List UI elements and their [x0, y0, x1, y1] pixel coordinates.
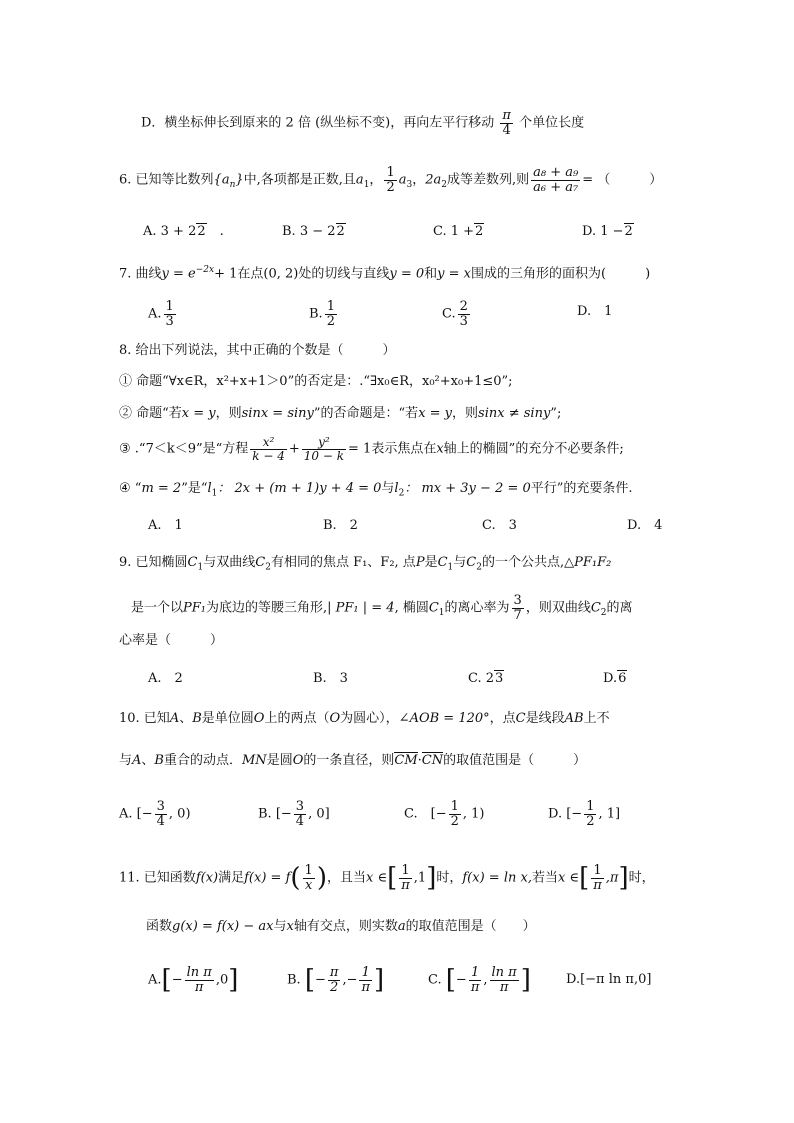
vector-cm: CM	[394, 753, 418, 768]
q6-option-c[interactable]: C. 1 +2	[433, 224, 484, 239]
q11-option-a[interactable]: A.[− $\frac{\text{ln π}}{\pi}$ ,0]	[148, 965, 239, 996]
q10-option-a[interactable]: A. [− $\frac{3}{4}$ , 0)	[119, 799, 191, 829]
question-8-options	[0, 516, 794, 540]
question-9-line-3: 心率是（ ）	[119, 633, 224, 648]
question-6-options	[0, 222, 794, 246]
q6-option-a[interactable]: A. 3 + 22 .	[143, 224, 224, 239]
q6-option-d[interactable]: D. 1 −2	[582, 224, 633, 239]
q10-option-d[interactable]: D. [− $\frac{1}{2}$ , 1]	[548, 799, 621, 829]
q6-half: $\frac{1}{2}$	[386, 165, 395, 195]
question-7-stem: 7. 曲线$y = e^{-2x}+ 1$在点(0, 2)处的切线与直线y = 0和y = x围成的三角形的面积为( )	[119, 265, 651, 282]
sqrt-sign: 2	[197, 224, 206, 239]
q6-ratio: $\frac{\text{a₈ + a₉}}{\text{a₆ + a₇}}$	[533, 165, 579, 195]
question-9-options	[0, 669, 794, 693]
q11-option-b[interactable]: B. [− $\frac{\pi}{2}$ ,− $\frac{1}{\pi}$ ]	[287, 965, 385, 996]
q5-option-d	[141, 109, 584, 137]
q9-option-b[interactable]: B. 3	[313, 671, 348, 686]
q7-option-b[interactable]: B. $\frac{1}{2}$	[309, 299, 335, 329]
q9-option-d[interactable]: D.6	[603, 671, 627, 686]
q8-statement-2: ② 命题“若x = y，则sinx = siny”的否命题是：“若x = y，则sinx ≠ siny”;	[119, 406, 562, 421]
sqrt-sign: 3	[495, 671, 504, 686]
q8-option-d[interactable]: D. 4	[627, 518, 663, 533]
q8-statement-3: ③ .“7＜k＜9”是“方程 $\frac{\text{x²}}{k - 4}$ + $\frac{\text{y²}}{10 - k}$ = 1表示焦点在x轴上的椭圆”的充分不必要条件;	[119, 435, 624, 463]
vector-cn: CN	[421, 753, 444, 768]
question-11-options	[0, 965, 794, 996]
q5d-text: D．横坐标伸长到原来的 2 倍 (纵坐标不变)，再向左平行移动	[141, 115, 495, 131]
sqrt-sign: 2	[624, 224, 633, 239]
q5d-text-tail: 个单位长度	[519, 115, 585, 131]
q7-option-a[interactable]: A. $\frac{1}{3}$	[148, 299, 174, 329]
question-9-line-2: 是一个以PF₁为底边的等腰三角形,| PF₁ | = 4, 椭圆$C_1$的离心率为 $\frac{3}{7}$ ，则双曲线$C_2$的离	[131, 593, 633, 623]
sqrt-sign: 6	[618, 671, 627, 686]
q8-option-a[interactable]: A. 1	[148, 518, 183, 533]
question-8-stem: 8. 给出下列说法，其中正确的个数是（ ）	[119, 343, 396, 358]
question-10-options	[0, 799, 794, 829]
q10-option-c[interactable]: C. [− $\frac{1}{2}$ , 1)	[404, 799, 485, 829]
q5d-fraction: $\frac{\pi}{4}$	[502, 108, 511, 138]
sqrt-sign: 2	[336, 224, 345, 239]
sqrt-sign: 2	[475, 224, 484, 239]
question-11-line-2: 函数g(x) = f(x) − ax与x轴有交点，则实数a的取值范围是（ ）	[146, 919, 536, 934]
q11-option-d[interactable]: D.[−π ln π,0]	[566, 972, 652, 987]
q10-option-b[interactable]: B. [− $\frac{3}{4}$ , 0]	[258, 799, 330, 829]
q7-option-c[interactable]: C. $\frac{2}{3}$	[442, 299, 468, 329]
q8-statement-4: ④ “m = 2”是“$l_1$： 2x + (m + 1)y + 4 = 0与$l_2$： mx + 3y − 2 = 0平行”的充要条件.	[119, 481, 633, 499]
question-9-line-1: 9. 已知椭圆$C_1$与双曲线$C_2$有相同的焦点 F₁、F₂, 点P是$C_1$与$C_2$的一个公共点,△PF₁F₂	[119, 555, 612, 573]
question-10-line-2: 与A、B重合的动点．MN是圆O的一条直径，则CM·CN的取值范围是（ ）	[119, 753, 587, 768]
q6-option-b[interactable]: B. 3 − 22	[282, 224, 345, 239]
q9-eccentricity: $\frac{3}{7}$	[513, 593, 522, 623]
question-6-stem: 6. 已知等比数列$\{a_n\}$中,各项都是正数,且$a_1$， $\frac{1}{2}$ $a_3$，$2a_2$成等差数列,则 $\frac{\text{a₈ + a₉}}{\text{a₆ + a₇}}$ = （ ）	[119, 165, 663, 195]
q9-option-a[interactable]: A. 2	[148, 671, 183, 686]
question-10-line-1: 10. 已知A、B是单位圆O上的两点（O为圆心），∠AOB = 120°，点C是线段AB上不	[119, 711, 610, 726]
question-11-line-1: 11. 已知函数f(x)满足f(x) = f( $\frac{1}{x}$ )，且当x ∈[ $\frac{1}{\pi}$ ,1]时，f(x) = ln x,若当x ∈[ $\frac{1}{\pi}$ ,π]时，	[119, 863, 655, 894]
q8-statement-1: ① 命题“∀x∈R，x²+x+1＞0”的否定是：.“∃x₀∈R，x₀²+x₀+1≤0”;	[119, 374, 513, 389]
q11-option-c[interactable]: C. [− $\frac{1}{\pi}$ , $\frac{\text{ln π}}{\pi}$ ]	[428, 965, 531, 996]
q8-option-c[interactable]: C. 3	[482, 518, 517, 533]
q9-option-c[interactable]: C. 23	[468, 671, 504, 686]
q8-option-b[interactable]: B. 2	[323, 518, 358, 533]
q7-option-d[interactable]: D. 1	[577, 304, 613, 319]
question-7-options	[0, 299, 794, 329]
